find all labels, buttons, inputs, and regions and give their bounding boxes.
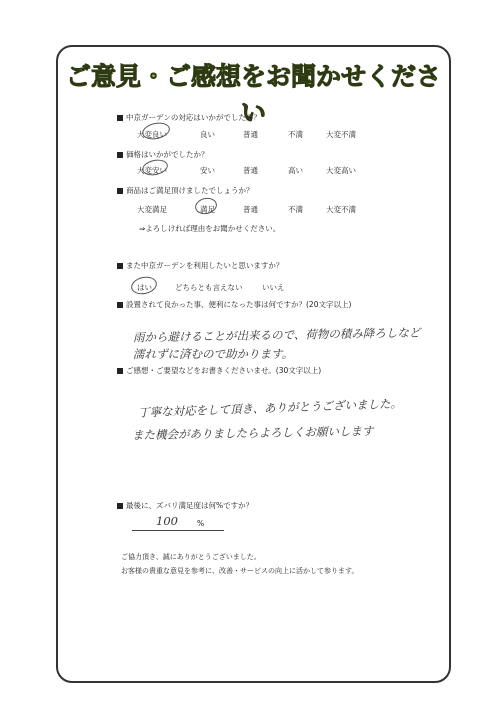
question-5 [117,299,351,310]
satisfaction-unit: % [197,519,205,528]
question-1-label: 中京ガーデンの対応はいかがでしたか？ [126,113,261,122]
q6-answer-line-2: また機会がありましたらよろしくお願いします [131,423,374,443]
q2-option-1[interactable]: 大変安い [137,166,167,175]
q1-option-1[interactable]: 大変良い [137,130,167,139]
question-7 [117,500,253,511]
survey-sheet [56,45,451,683]
bullet-square-icon [117,263,123,269]
question-2 [117,149,209,160]
q3-option-5[interactable]: 大変不満 [326,205,356,214]
q3-option-2[interactable]: 満足 [200,205,215,214]
q1-option-4[interactable]: 不満 [288,130,303,139]
bullet-square-icon [117,368,123,374]
q6-answer-line-1: 丁寧な対応をして頂き、ありがとうございました。 [137,396,403,420]
question-6-label: ご感想・ご要望などをお書きくださいませ。(30文字以上) [126,366,322,375]
q2-option-2[interactable]: 安い [200,166,215,175]
q4-option-1[interactable]: はい [137,283,152,292]
question-4-label: また中京ガーデンを利用したいと思いますか？ [126,261,284,270]
satisfaction-underline [132,530,224,531]
q3-option-4[interactable]: 不満 [288,205,303,214]
question-7-label: 最後に、ズバリ満足度は何%ですか？ [126,501,254,510]
q1-option-5[interactable]: 大変不満 [326,130,356,139]
bullet-square-icon [117,302,123,308]
footer-thanks: ご協力頂き、誠にありがとうございました。 [121,553,261,561]
bullet-square-icon [117,503,123,509]
q2-option-3[interactable]: 普通 [243,166,258,175]
q2-option-4[interactable]: 高い [288,166,303,175]
question-3 [117,185,254,196]
q3-option-1[interactable]: 大変満足 [137,205,167,214]
satisfaction-value: 100 [156,514,178,528]
q1-option-3[interactable]: 普通 [243,130,258,139]
survey-title: ご意見・ご感想をお聞かせください [65,62,441,127]
q5-answer-line-2: 濡れずに済むので助かります。 [133,347,294,361]
question-3-label: 商品はご満足頂けましたでしょうか？ [126,186,254,195]
q3-option-3[interactable]: 普通 [243,205,258,214]
q4-option-3[interactable]: いいえ [262,283,285,292]
bullet-square-icon [117,115,123,121]
bullet-square-icon [117,152,123,158]
bullet-square-icon [117,188,123,194]
q5-answer-line-1: 雨から避けることが出来るので、荷物の積み降ろしなど [132,325,421,345]
question-3-note: ⇒よろしければ理由をお聞かせください。 [139,224,281,233]
q1-option-2[interactable]: 良い [200,130,215,139]
q2-option-5[interactable]: 大変高い [326,166,356,175]
question-4 [117,260,283,271]
q4-option-2[interactable]: どちらとも言えない [175,283,243,292]
question-1 [117,112,261,123]
footer-note: お客様の貴重な意見を参考に、改善・サービスの向上に活かして参ります。 [121,567,359,575]
question-6 [117,365,321,376]
question-2-label: 価格はいかがでしたか？ [126,150,209,159]
question-5-label: 設置されて良かった事、便利になった事は何ですか？(20文字以上) [126,300,352,309]
